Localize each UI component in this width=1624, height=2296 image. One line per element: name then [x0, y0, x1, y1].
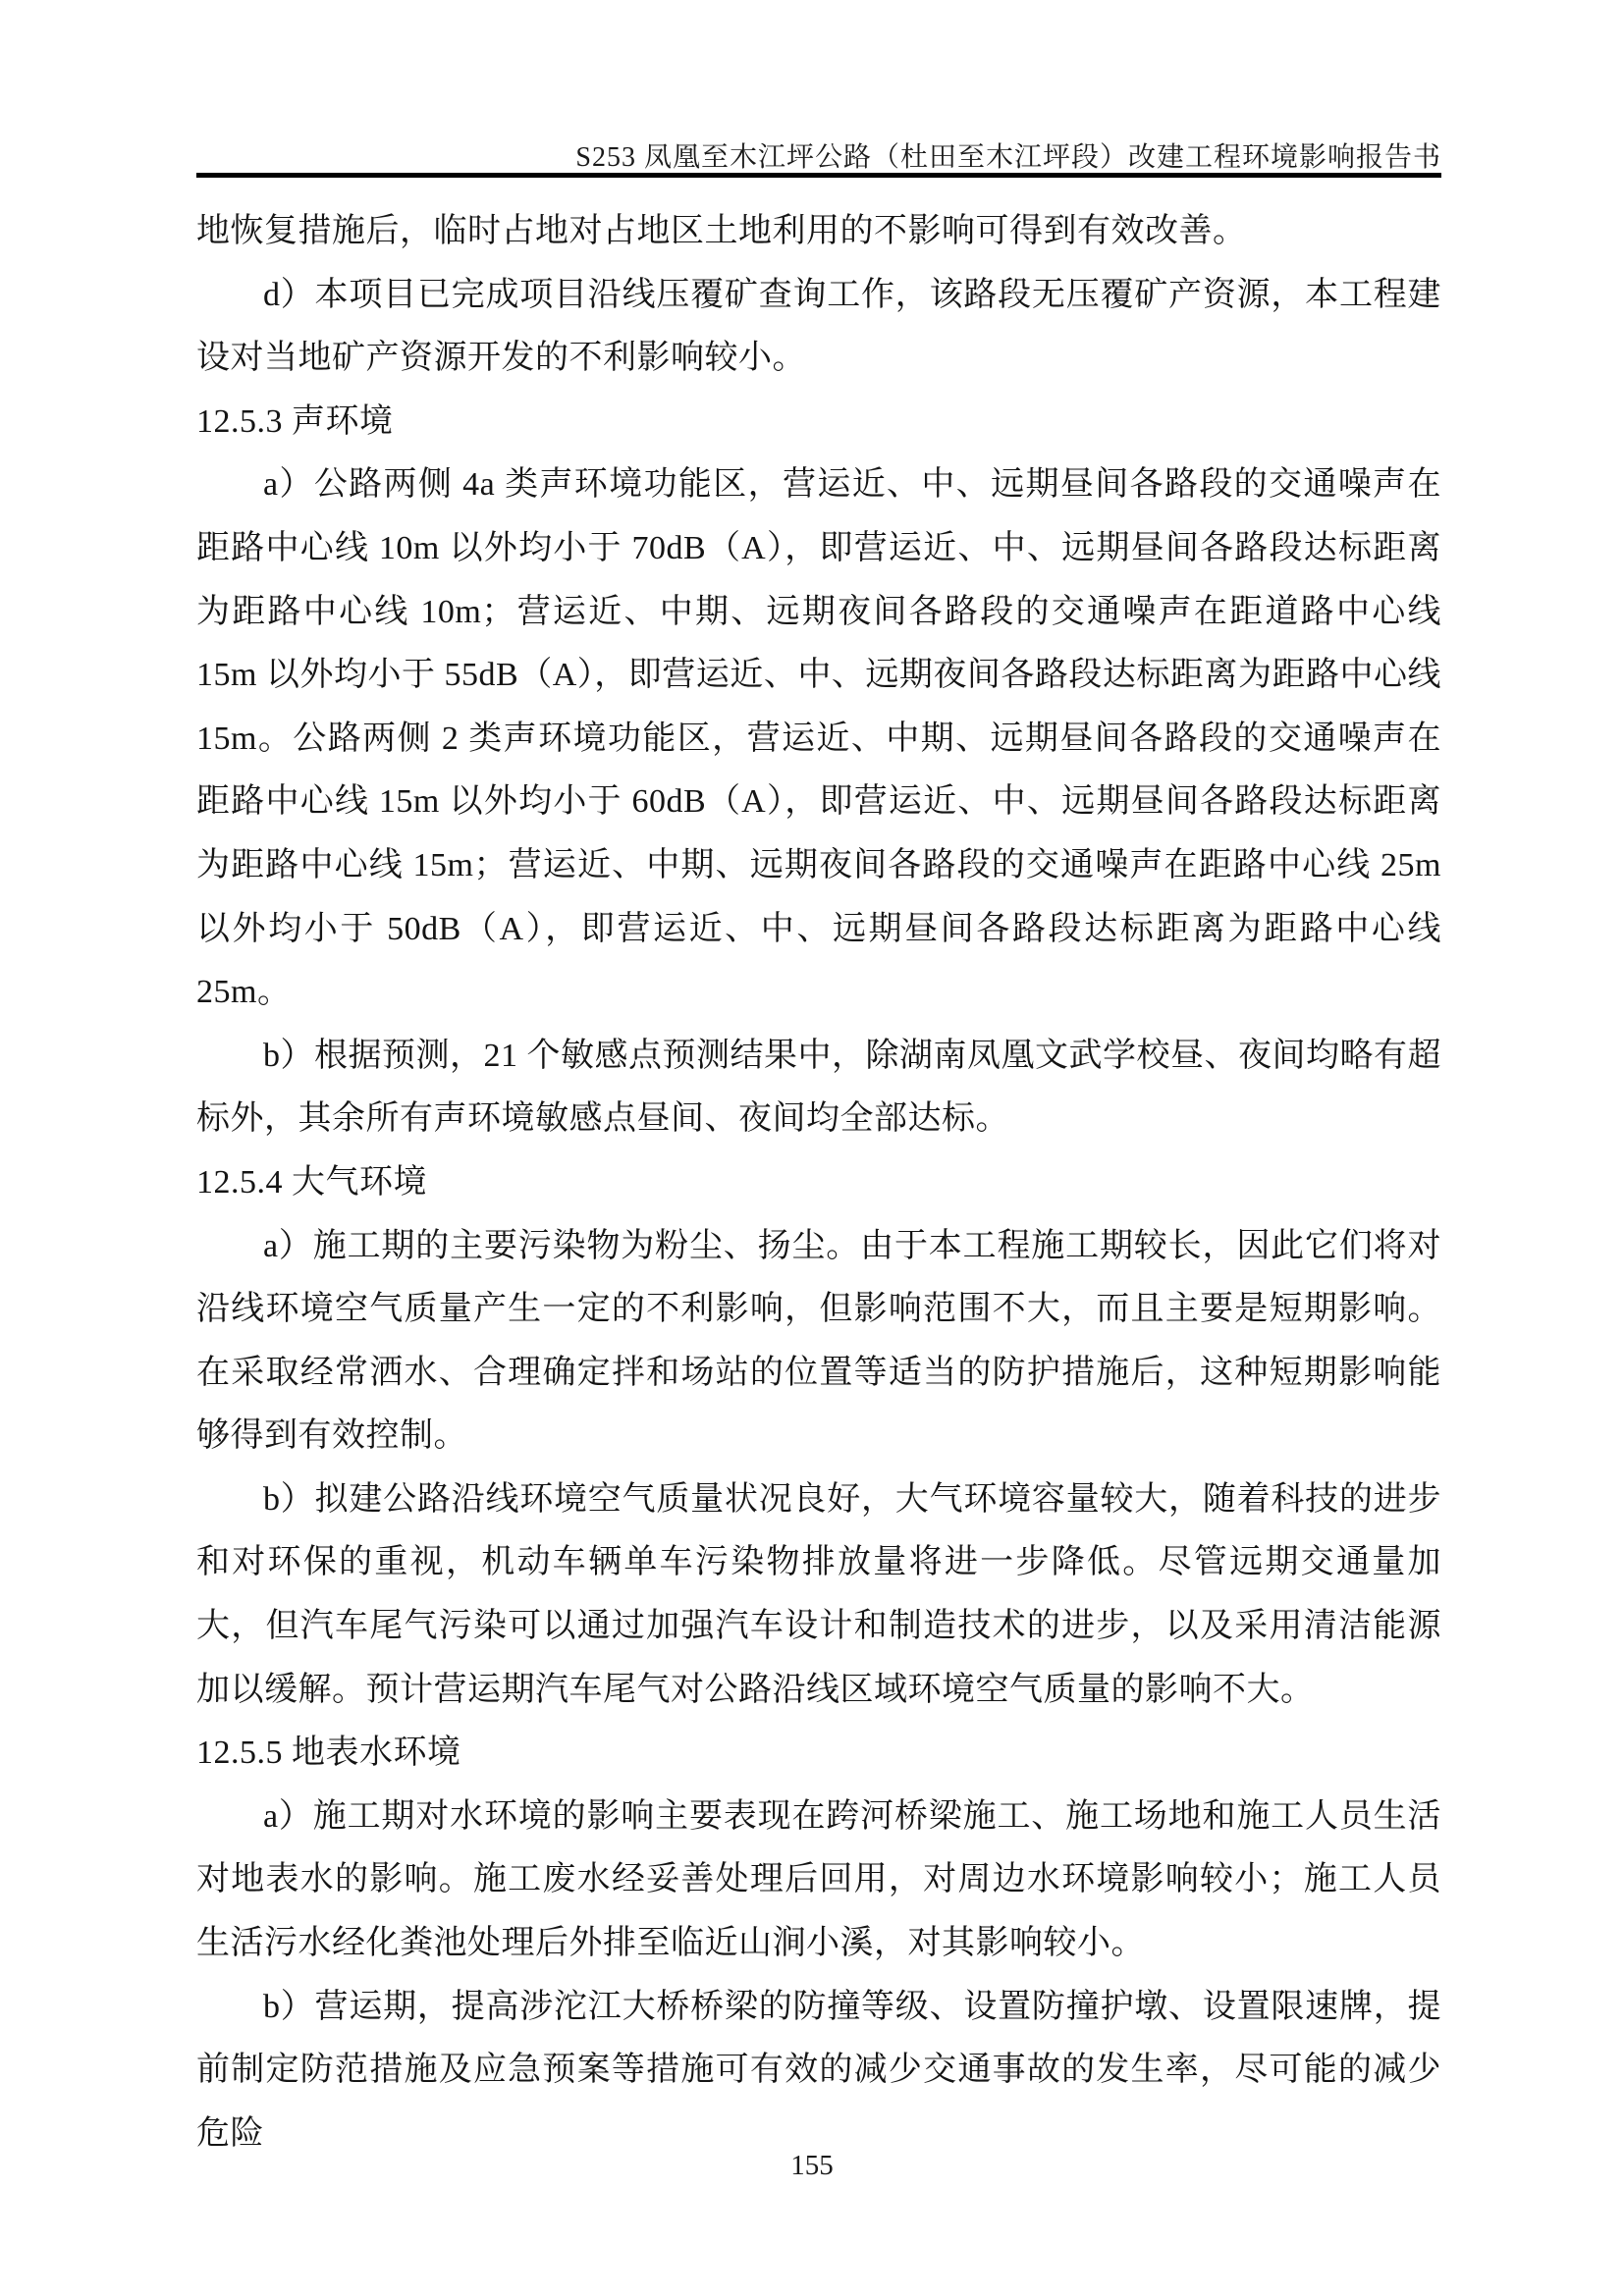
paragraph-mineral-resources: d）本项目已完成项目沿线压覆矿查询工作，该路段无压覆矿产资源，本工程建设对当地矿产资源开发的不利影响较小。	[196, 276, 1441, 377]
paragraph-water-construction-impact: a）施工期对水环境的影响主要表现在跨河桥梁施工、施工场地和施工人员生活对地表水的影响。施工废水经妥善处理后回用，对周边水环境影响较小；施工人员生活污水经化粪池处理后外排至临近山涧小溪，对其影响较小。	[196, 1797, 1441, 1962]
section-heading-12-5-5-surface-water: 12.5.5 地表水环境	[196, 1735, 461, 1772]
section-heading-12-5-4-air-environment: 12.5.4 大气环境	[196, 1163, 427, 1201]
paragraph-land-recovery: 地恢复措施后，临时占地对占地区土地利用的不影响可得到有效改善。	[196, 213, 1247, 249]
paragraph-noise-prediction: b）根据预测，21 个敏感点预测结果中，除湖南凤凰文武学校昼、夜间均略有超标外，其余所有声环境敏感点昼间、夜间均全部达标。	[196, 1037, 1441, 1138]
paragraph-operation-bridge-safety: b）营运期，提高涉沱江大桥桥梁的防撞等级、设置防撞护墩、设置限速牌，提前制定防范措施及应急预案等措施可有效的减少交通事故的发生率，尽可能的减少危险	[196, 1988, 1441, 2152]
page-number: 155	[790, 2150, 834, 2181]
document-body	[196, 200, 1441, 2165]
paragraph-noise-function-zones: a）公路两侧 4a 类声环境功能区，营运近、中、远期昼间各路段的交通噪声在距路中心线 10m 以外均小于 70dB（A），即营运近、中、远期昼间各路段达标距离为距路中心线 10m；营运近、中期、远期夜间各路段的交通噪声在距道路中心线 15m 以外均小于 55dB（A），即营运近、中、远期夜间各路段达标距离为距路中心线 15m。公路两侧 2 类声环境功能区，营运近、中期、远期昼间各路段的交通噪声在距路中心线 15m 以外均小于 60dB（A），即营运近、中、远期昼间各路段达标距离为距路中心线 15m；营运近、中期、远期夜间各路段的交通噪声在距路中心线 25m 以外均小于 50dB（A），即营运近、中、远期昼间各路段达标距离为距路中心线 25m。	[196, 466, 1441, 1011]
page-header-title: S253 凤凰至木江坪公路（杜田至木江坪段）改建工程环境影响报告书	[575, 142, 1441, 173]
paragraph-construction-dust: a）施工期的主要污染物为粉尘、扬尘。由于本工程施工期较长，因此它们将对沿线环境空气质量产生一定的不利影响，但影响范围不大，而且主要是短期影响。在采取经常洒水、合理确定拌和场站的位置等适当的防护措施后，这种短期影响能够得到有效控制。	[196, 1227, 1441, 1455]
paragraph-air-quality-operation: b）拟建公路沿线环境空气质量状况良好，大气环境容量较大，随着科技的进步和对环保的重视，机动车辆单车污染物排放量将进一步降低。尽管远期交通量加大，但汽车尾气污染可以通过加强汽车设计和制造技术的进步，以及采用清洁能源加以缓解。预计营运期汽车尾气对公路沿线区域环境空气质量的影响不大。	[196, 1480, 1441, 1708]
section-heading-12-5-3-acoustic-environment: 12.5.3 声环境	[196, 402, 394, 440]
header-rule	[196, 173, 1441, 178]
